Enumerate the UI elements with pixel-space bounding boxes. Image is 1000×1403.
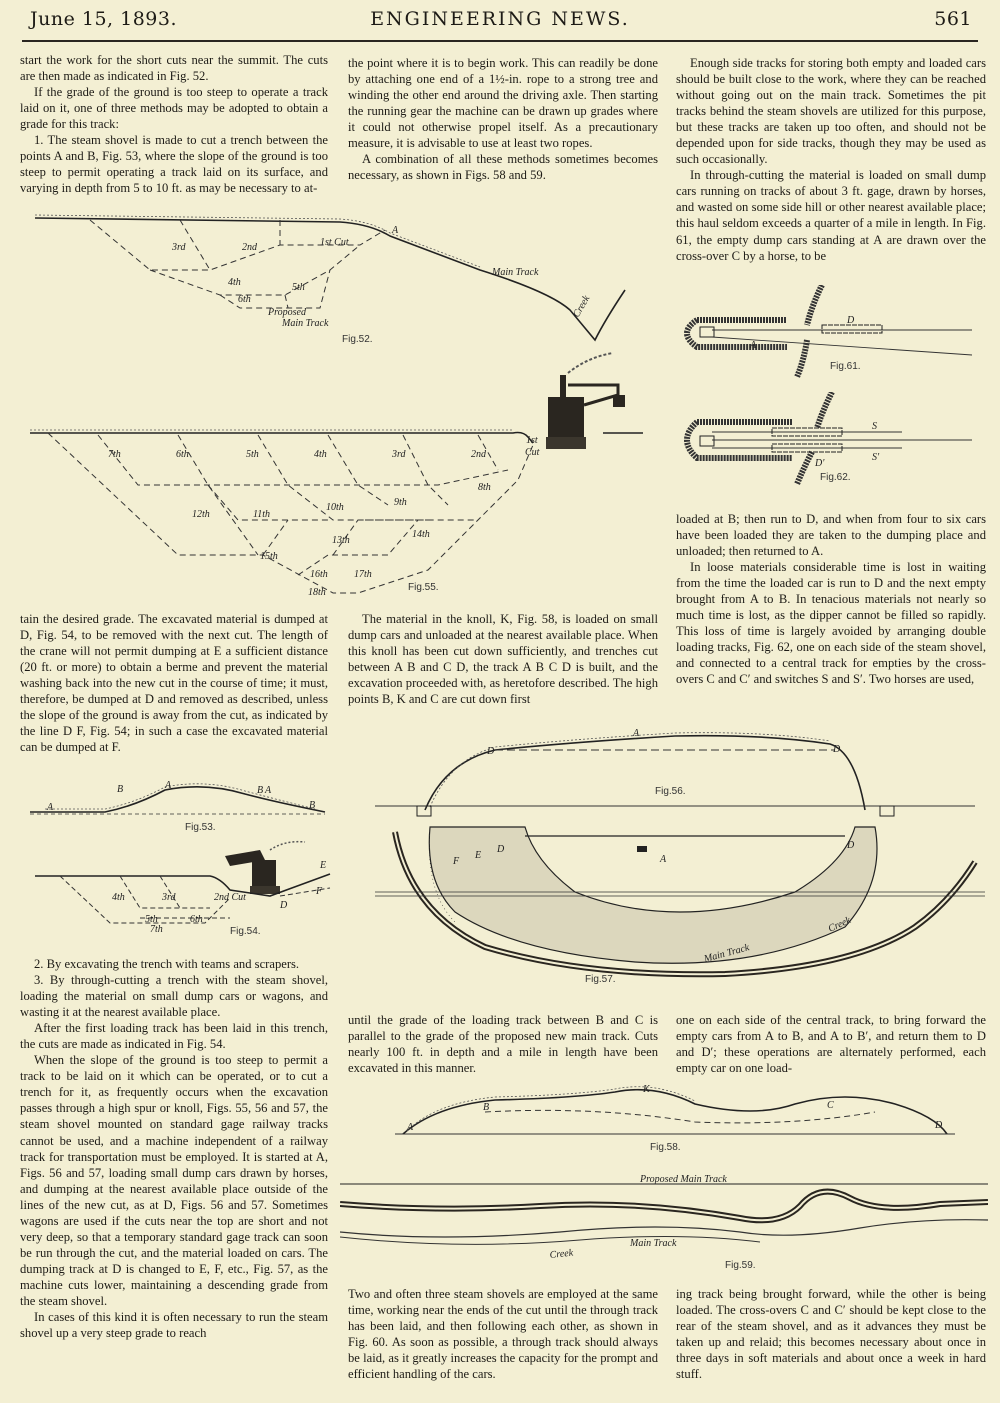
fig55-label: 16th bbox=[310, 569, 328, 580]
fig62-label: S' bbox=[872, 452, 880, 463]
figure-54 bbox=[30, 838, 340, 943]
column2-bottom bbox=[348, 1286, 658, 1390]
paragraph: In through-cutting the material is loaded on small dump cars running on tracks of about 3 ft. gage, drawn by horses, and wasted on some side hill or other nearest available place; this haul seldom exceeds a quarter of a mile in length. In Fig. 61, the empty dump cars standing at A are drawn over the cross-over C by a horse, to be bbox=[676, 168, 986, 263]
fig52-label: 4th bbox=[228, 277, 241, 288]
fig57-label: F bbox=[453, 856, 460, 867]
figure-52 bbox=[30, 200, 630, 350]
fig54-label: 4th bbox=[112, 892, 125, 903]
fig56-caption: Fig.56. bbox=[655, 786, 686, 797]
fig55-label: 11th bbox=[253, 509, 271, 520]
column3-top bbox=[676, 55, 986, 275]
fig53-caption: Fig.53. bbox=[185, 822, 216, 833]
figure-62 bbox=[672, 392, 982, 487]
fig55-label: Cut bbox=[525, 447, 540, 458]
fig54-label: 2nd Cut bbox=[214, 892, 246, 903]
paragraph: 3. By through-cutting a trench with the steam shovel, loading the material on small dump cars or wagons, and wasting it at the nearest available place. bbox=[20, 973, 328, 1020]
fig57-label: D bbox=[847, 840, 855, 851]
paragraph: When the slope of the ground is too steep to permit a track to be laid on it which can be operated, or to cut a trench for it, as frequently occurs when the excavation passes through a high spur or knoll, Figs. 55, 56 and 57, the steam shovel mounted on standard gage railway tracks cannot be used, and a machine independent of a railway track for transportation must be employed. It is started at A, Figs. 56 and 57, loading small dump cars drawn by horses, and dumping at the nearest available place outside of the lines of the new cut, as at D, Figs. 56 and 57. Sometimes wagons are used if the cuts near the top are short and not very deep, so that a temporary standard gage track can soon be run through the cut, and the material loaded on cars. The dumping track at D is changed to E, F, etc., Fig. 57, as the machine cuts lower, maintaining a descending grade from the steam shovel. bbox=[20, 1053, 328, 1308]
fig56-label: D bbox=[487, 746, 495, 757]
paragraph: Two and often three steam shovels are employed at the same time, working near the ends of the cut until the through track has been laid, and then following each other, as shown in Fig. 60. As soon as possible, a through track should always be laid, as it greatly increases the capacity for the prompt and efficient handling of the cars. bbox=[348, 1287, 658, 1382]
fig53-label: B bbox=[117, 784, 124, 795]
figure-61 bbox=[672, 285, 982, 380]
paragraph: one on each side of the central track, to bring forward the empty cars from A to B, and A to B′, and return them to D and D′; these operations are alternately performed, each empty car on one load- bbox=[676, 1013, 986, 1076]
column3-middle bbox=[676, 511, 986, 711]
fig55-label: 14th bbox=[412, 529, 430, 540]
fig58-label: B bbox=[483, 1102, 490, 1113]
fig52-caption: Fig.52. bbox=[342, 334, 373, 345]
paragraph: In loose materials considerable time is lost in waiting from the time the loaded car is run to D and the next empty brought from A to B. In tenacious materials not nearly so much time is lost, as the dipper cannot be filled so rapidly. This loss of time is largely avoided by arranging double loading tracks, Fig. 62, one on each side of the steam shovel, and connected to a central track for empties by the cross-overs C and C′ and switches S and S′. Two horses are used, bbox=[676, 560, 986, 687]
fig52-label: 2nd bbox=[242, 242, 257, 253]
fig53-label: A bbox=[47, 802, 54, 813]
fig58-label: D bbox=[935, 1120, 943, 1131]
fig54-label: D bbox=[280, 900, 288, 911]
column2-lower bbox=[348, 1012, 658, 1080]
column2-top bbox=[348, 55, 658, 203]
fig59-label: Main Track bbox=[630, 1238, 677, 1249]
figure-58 bbox=[395, 1076, 975, 1156]
paragraph: start the work for the short cuts near the summit. The cuts are then made as indicated in Fig. 52. bbox=[20, 53, 328, 84]
fig54-label: 7th bbox=[150, 924, 163, 935]
figure-53 bbox=[25, 768, 335, 838]
column3-bottom bbox=[676, 1286, 986, 1390]
fig54-label: 3rd bbox=[162, 892, 176, 903]
fig55-label: 5th bbox=[246, 449, 259, 460]
fig62-label: D' bbox=[815, 458, 825, 469]
paragraph: The material in the knoll, K, Fig. 58, is loaded on small dump cars and unloaded at the nearest available place. When this knoll has been cut down sufficiently, and trenches cut between A B and C D, the track A B C D is built, and the excavation proceeded with, as heretofore described. The high points B, K and C are cut down first bbox=[348, 612, 658, 707]
fig54-label: F bbox=[316, 886, 323, 897]
fig54-label: 5th bbox=[145, 914, 158, 925]
fig52-label: 1st Cut bbox=[320, 237, 349, 248]
fig55-label: 7th bbox=[108, 449, 121, 460]
column1-top bbox=[20, 52, 328, 202]
header-date: June 15, 1893. bbox=[30, 8, 178, 30]
fig54-label: 6th bbox=[190, 914, 203, 925]
fig52-label: Creek bbox=[571, 293, 593, 320]
fig55-label: 2nd bbox=[471, 449, 486, 460]
header-rule bbox=[22, 40, 978, 42]
steam-shovel-illustration bbox=[225, 842, 305, 894]
header-page-number: 561 bbox=[934, 8, 972, 30]
figure-55 bbox=[28, 345, 648, 605]
fig62-label: S bbox=[872, 421, 877, 432]
fig55-label: 12th bbox=[192, 509, 210, 520]
fig61-label: D bbox=[847, 315, 855, 326]
fig57-label: E bbox=[475, 850, 482, 861]
fig53-label: B bbox=[257, 785, 264, 796]
fig53-label: A bbox=[265, 785, 272, 796]
paragraph: In cases of this kind it is often necessary to run the steam shovel up a very steep grade to reach bbox=[20, 1310, 328, 1341]
paragraph: until the grade of the loading track between B and C is parallel to the grade of the proposed new main track. Cuts nearly 100 ft. in depth and a mile in length have been excavated in this manner. bbox=[348, 1013, 658, 1076]
figure-56 bbox=[375, 722, 987, 822]
fig55-label: 6th bbox=[176, 449, 189, 460]
fig55-caption: Fig.55. bbox=[408, 582, 439, 593]
steam-shovel-illustration bbox=[546, 353, 625, 449]
paragraph: 2. By excavating the trench with teams and scrapers. bbox=[34, 957, 300, 971]
fig56-label: D bbox=[833, 744, 841, 755]
fig52-label: Main Track bbox=[282, 318, 329, 329]
column2-middle bbox=[348, 611, 658, 711]
fig54-caption: Fig.54. bbox=[230, 926, 261, 937]
fig52-label: 5th bbox=[292, 282, 305, 293]
column1-middle bbox=[20, 611, 328, 766]
fig57-label: Creek bbox=[826, 914, 853, 935]
fig55-label: 3rd bbox=[392, 449, 406, 460]
paragraph: After the first loading track has been laid in this trench, the cuts are made as indicated in Fig. 54. bbox=[20, 1021, 328, 1052]
fig57-label: D bbox=[497, 844, 505, 855]
fig57-caption: Fig.57. bbox=[585, 974, 616, 985]
fig55-label: 17th bbox=[354, 569, 372, 580]
fig54-label: E bbox=[320, 860, 327, 871]
fig57-label: Main Track bbox=[702, 942, 751, 965]
fig55-label: 18th bbox=[308, 587, 326, 598]
fig61-label: A bbox=[750, 340, 757, 351]
paragraph: Enough side tracks for storing both empty and loaded cars should be built close to the work, where they can be reached without going out on the main track. Sometimes the pit tracks behind the steam shovels are utilized for this purpose, but these tracks are taken up too often, and should not be depended upon for side tracks, though they may be used as such occasionally. bbox=[676, 56, 986, 167]
fig52-label: 3rd bbox=[172, 242, 186, 253]
paragraph: If the grade of the ground is too steep to operate a track laid on it, one of three methods may be adopted to obtain a grade for this track: bbox=[20, 85, 328, 132]
fig55-label: 9th bbox=[394, 497, 407, 508]
fig52-label: Main Track bbox=[492, 267, 539, 278]
fig52-label: A bbox=[392, 225, 399, 236]
fig55-label: 1st bbox=[526, 435, 538, 446]
fig58-label: K bbox=[643, 1084, 650, 1095]
fig59-caption: Fig.59. bbox=[725, 1260, 756, 1271]
fig53-label: A bbox=[165, 780, 172, 791]
paragraph: the point where it is to begin work. This can readily be done by attaching one end of a 1½-in. rope to a strong tree and winding the other end around the driving axle. Then starting the running gear the machine can be drawn up grades where it could not otherwise propel itself. As a precautionary measure, it is advisable to use at least two ropes. bbox=[348, 56, 658, 151]
fig55-label: 4th bbox=[314, 449, 327, 460]
fig55-label: 10th bbox=[326, 502, 344, 513]
fig59-label: Proposed Main Track bbox=[640, 1174, 727, 1185]
fig61-caption: Fig.61. bbox=[830, 361, 861, 372]
fig59-label: Creek bbox=[549, 1247, 574, 1261]
fig58-label: C bbox=[827, 1100, 834, 1111]
fig55-label: 13th bbox=[332, 535, 350, 546]
paragraph: ing track being brought forward, while the other is being loaded. The cross-overs C and C′ should be kept close to the rear of the steam shovel, and as it advances they must be taken up and relaid; this becomes necessary about once in three days in soft materials and about once a week in hard stuff. bbox=[676, 1287, 986, 1382]
fig55-label: 8th bbox=[478, 482, 491, 493]
column1-bottom bbox=[20, 956, 328, 1392]
fig52-label: Proposed bbox=[268, 307, 306, 318]
fig56-label: A bbox=[633, 728, 640, 739]
figure-59 bbox=[340, 1162, 988, 1274]
figure-57 bbox=[375, 822, 987, 987]
fig55-label: 15th bbox=[260, 551, 278, 562]
column3-lower bbox=[676, 1012, 986, 1080]
paragraph: 1. The steam shovel is made to cut a trench between the points A and B, Fig. 53, where the slope of the ground is too steep to permit operating a track laid on its surface, and varying in depth from 5 to 10 ft. as may be necessary to at- bbox=[20, 133, 328, 196]
fig58-caption: Fig.58. bbox=[650, 1142, 681, 1153]
paragraph: tain the desired grade. The excavated material is dumped at D, Fig. 54, to be removed with the next cut. The length of the crane will not permit dumping at E a sufficient distance (20 ft. or more) to obtain a berme and prevent the material washing back into the new cut in the course of time; it must, therefore, be dumped at D and removed as described, unless the slope of the ground is away from the cut, as indicated by the line D F, Fig. 54; in such a case the excavated material can be dumped at F. bbox=[20, 612, 328, 755]
fig52-label: 6th bbox=[238, 294, 251, 305]
fig57-label: A bbox=[660, 854, 667, 865]
paragraph: A combination of all these methods sometimes becomes necessary, as shown in Figs. 58 and 59. bbox=[348, 152, 658, 183]
header-title: ENGINEERING NEWS. bbox=[370, 8, 630, 30]
fig62-caption: Fig.62. bbox=[820, 472, 851, 483]
paragraph: loaded at B; then run to D, and when from four to six cars have been loaded they are taken to the dumping place and unloaded; then returned to A. bbox=[676, 512, 986, 559]
fig58-label: A bbox=[407, 1122, 414, 1133]
fig53-label: B bbox=[309, 800, 316, 811]
